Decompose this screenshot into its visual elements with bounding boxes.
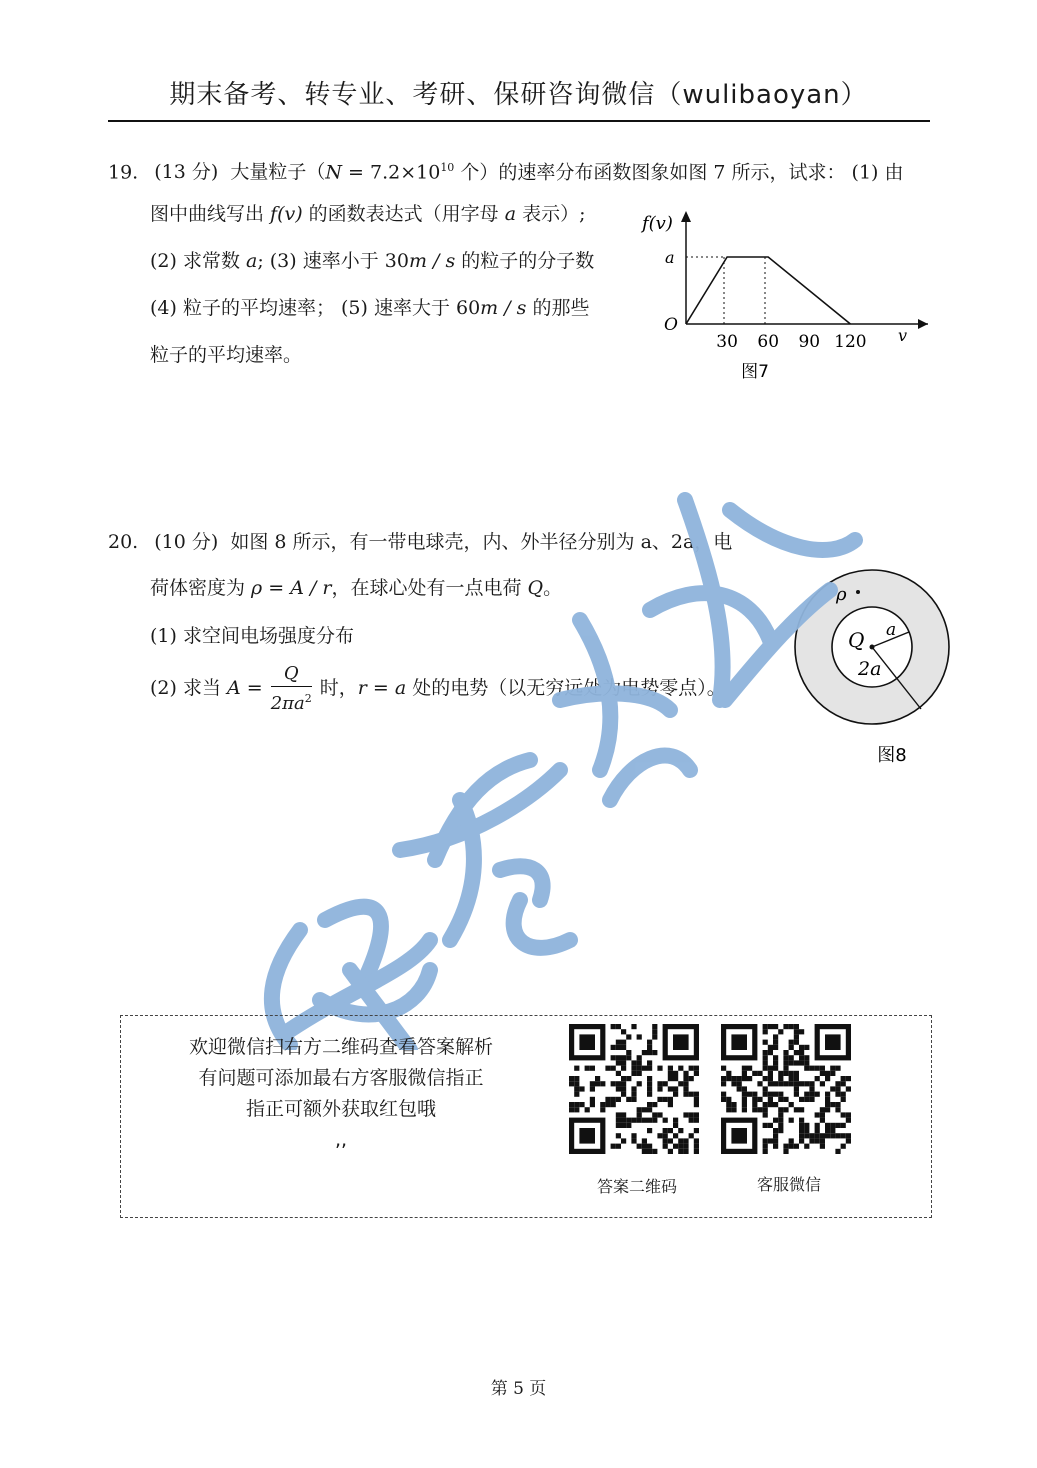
q19-points: (13 分) <box>154 161 219 184</box>
q20-sub2: (2) 求当 A = $\frac{Q}{2\pi a^2}$ 时，r = a 处的电势（以无穷远处为电势零点）。 <box>150 663 726 714</box>
fraction-q-over-2pia2: $\frac{Q}{2\pi a^2}$ <box>270 663 312 714</box>
y-axis-label: f(v) <box>642 213 673 234</box>
q20-sub1: (1) 求空间电场强度分布 <box>150 625 354 647</box>
tick-label-60: 60 <box>757 332 780 352</box>
figure-8-caption: 图8 <box>877 745 907 766</box>
page-number: 第 5 页 <box>490 1379 547 1399</box>
q19-line4: (4) 粒子的平均速率； (5) 速率大于 60m / s 的那些 <box>150 297 590 319</box>
rho-dot <box>856 590 860 594</box>
rho-label: ρ <box>836 584 847 605</box>
x-axis-arrow <box>918 319 928 329</box>
y-axis-arrow <box>681 211 691 222</box>
q19-number: 19. <box>108 161 139 184</box>
q20-line2: 荷体密度为 ρ = A / r，在球心处有一点电荷 Q。 <box>150 577 563 599</box>
q20-number: 20. <box>108 531 139 553</box>
q19-line5: 粒子的平均速率。 <box>150 344 303 366</box>
service-wechat-qr-code[interactable] <box>721 1024 857 1156</box>
q-label: Q <box>848 628 865 652</box>
tick-label-30: 30 <box>716 332 738 352</box>
q20-points: (10 分) <box>154 531 219 553</box>
a-level-label: a <box>665 248 675 267</box>
figure-7-velocity-distribution <box>628 205 938 385</box>
page-header-title: 期末备考、转专业、考研、保研咨询微信（wulibaoyan） <box>169 80 868 110</box>
q19-line2: 图中曲线写出 f(v) 的函数表达式（用字母 a 表示）; <box>150 203 586 225</box>
tick-label-90: 90 <box>798 332 821 352</box>
q19-line1: 19. (13 分) 大量粒子（$N = 7.2\times 10^{10}$ 个）的速率分布函数图象如图 7 所示，试求： (1) 由 <box>108 161 904 184</box>
header-divider <box>108 120 930 122</box>
origin-label: O <box>664 315 678 335</box>
radius-a-label: a <box>886 620 897 640</box>
tick-label-120: 120 <box>834 332 867 352</box>
qr-instructions: 欢迎微信扫右方二维码查看答案解析 有问题可添加最右方客服微信指正 指正可额外获取红包哦 ,, <box>188 1036 493 1151</box>
answer-qr-code[interactable] <box>569 1024 705 1156</box>
watermark-logo <box>230 470 870 1050</box>
q19-line3: (2) 求常数 a; (3) 速率小于 30m / s 的粒子的分子数 <box>150 250 595 272</box>
service-wechat-label: 客服微信 <box>756 1175 821 1194</box>
x-axis-label: v <box>898 326 908 345</box>
q20-line1: 20. (10 分) 如图 8 所示，有一带电球壳，内、外半径分别为 a、2a，电 <box>108 531 733 553</box>
figure-8-charged-shell <box>790 565 960 775</box>
figure-7-caption: 图7 <box>741 362 769 382</box>
qr-info-box <box>120 1015 932 1218</box>
radius-2a-label: 2a <box>858 658 882 680</box>
distribution-curve <box>686 257 850 324</box>
answer-qr-label: 答案二维码 <box>596 1177 677 1196</box>
